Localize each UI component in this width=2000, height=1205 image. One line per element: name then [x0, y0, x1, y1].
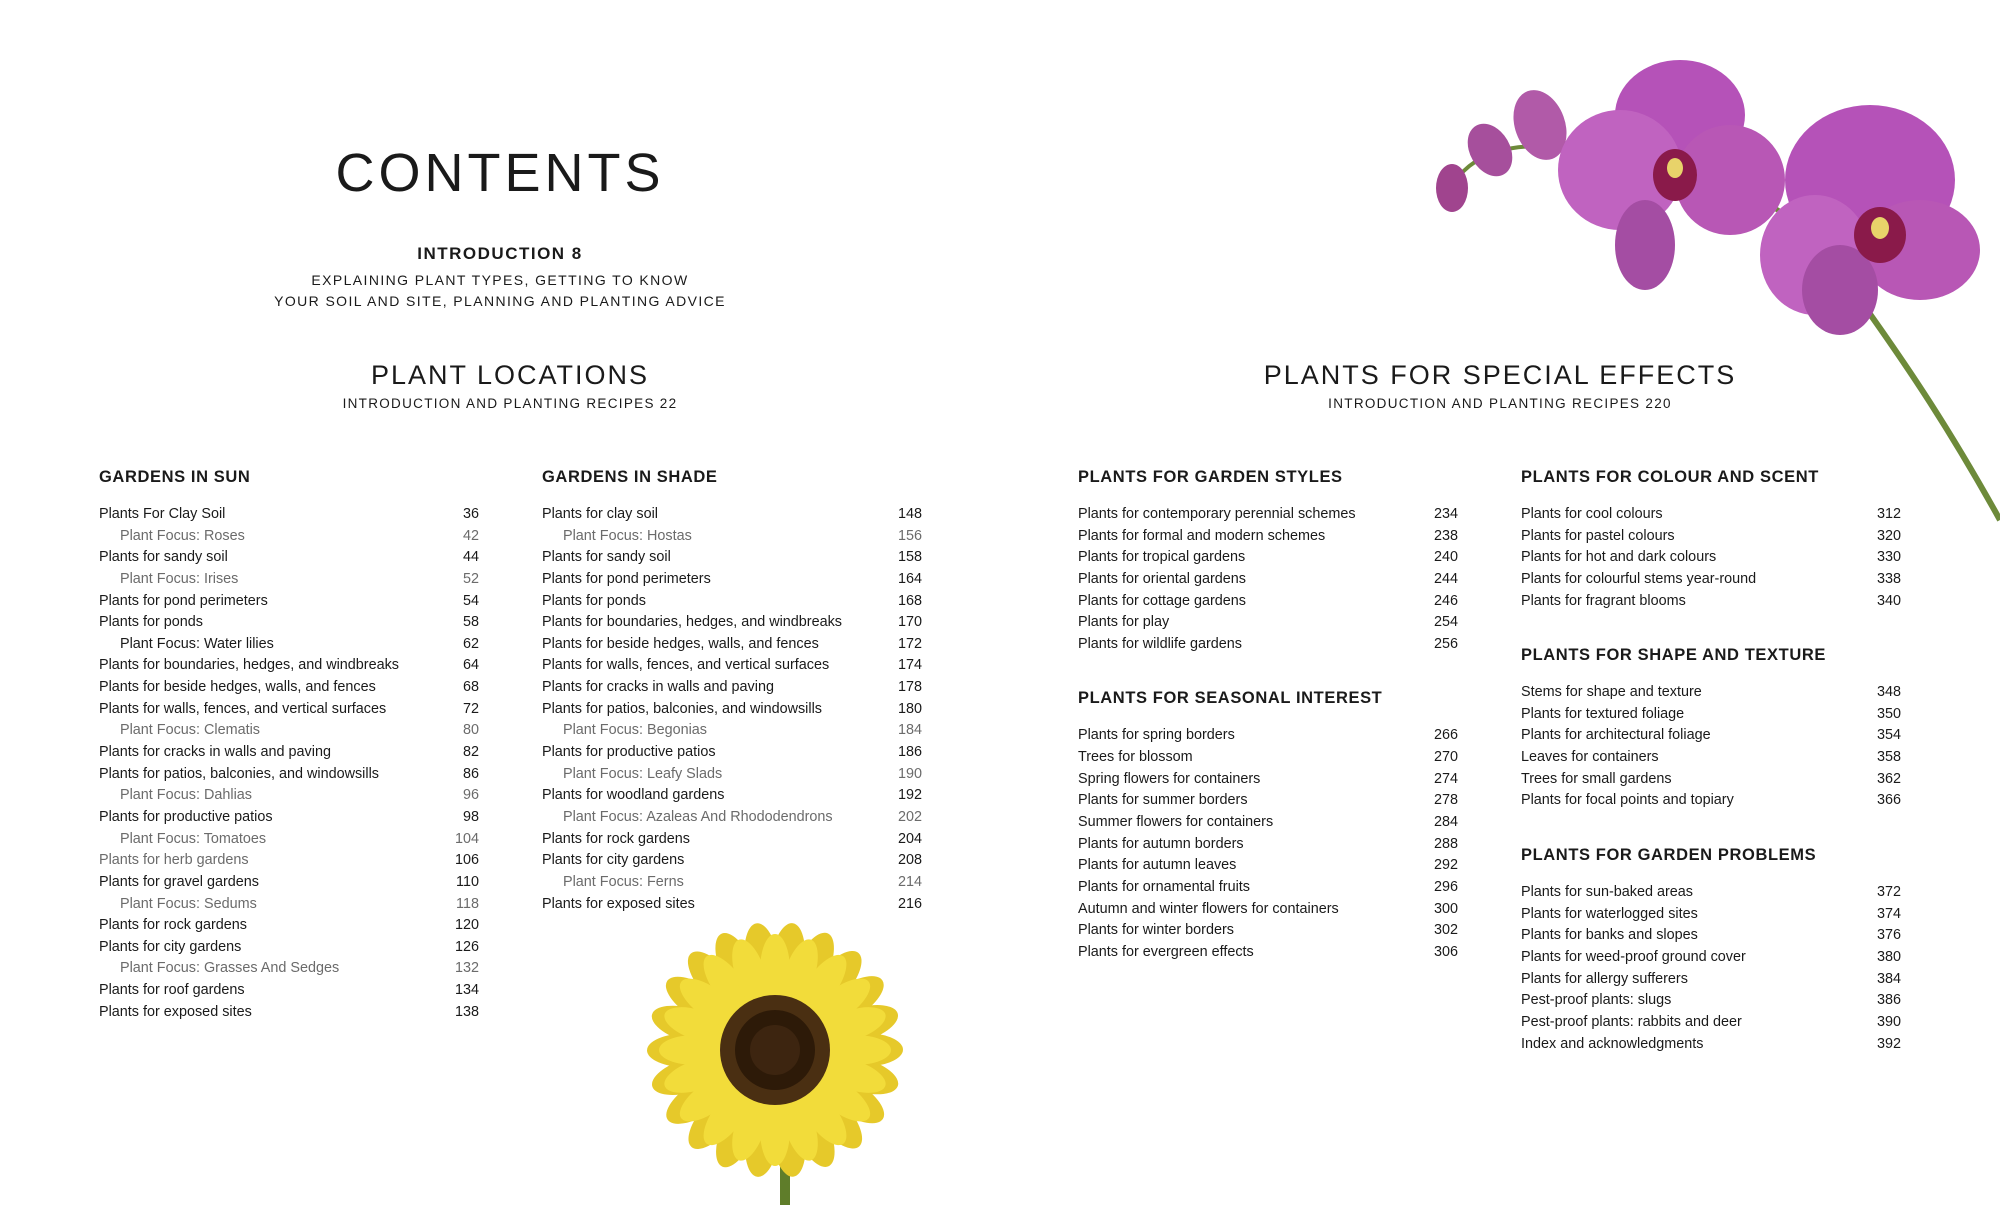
toc-entry[interactable]: [99, 547, 479, 569]
toc-entry[interactable]: [1521, 591, 1901, 613]
toc-entry[interactable]: [542, 720, 922, 742]
toc-entry[interactable]: [99, 785, 479, 807]
toc-entry-page: 178: [897, 679, 922, 696]
toc-column-garden-styles-seasonal: [1078, 466, 1458, 964]
toc-entry-page: 164: [897, 570, 922, 587]
toc-entry-page: 338: [1876, 570, 1901, 587]
toc-entry-label: Plants for sandy soil: [99, 549, 228, 566]
toc-list: [1078, 725, 1458, 963]
toc-entry-page: 254: [1433, 614, 1458, 631]
toc-entry-label: Plants for cottage gardens: [1078, 592, 1246, 609]
toc-entry-label: Plants for cool colours: [1521, 506, 1663, 522]
toc-entry-label: Plants for hot and dark colours: [1521, 549, 1717, 566]
toc-entry-label: Plants for boundaries, hedges, and windbreaks: [99, 657, 399, 674]
toc-entry[interactable]: [1078, 812, 1458, 834]
toc-entry-label: Plants for spring borders: [1078, 727, 1235, 744]
toc-entry-label: Index and acknowledgments: [1521, 1036, 1704, 1052]
toc-entry-label: Plants for productive patios: [542, 744, 716, 761]
toc-entry[interactable]: [1078, 855, 1458, 877]
toc-entry-label: Plant Focus: Water lilies: [120, 635, 274, 652]
toc-group-heading[interactable]: PLANTS FOR SHAPE AND TEXTURE: [1521, 646, 1826, 665]
toc-entry-page: 86: [462, 765, 479, 782]
toc-entry-page: 386: [1876, 992, 1901, 1009]
toc-entry-page: 134: [454, 982, 479, 999]
toc-entry-label: Plants for beside hedges, walls, and fences: [542, 635, 819, 652]
toc-entry[interactable]: [1078, 920, 1458, 942]
toc-entry[interactable]: [1521, 904, 1901, 926]
toc-entry-label: Plants for weed-proof ground cover: [1521, 948, 1746, 965]
toc-entry-page: 202: [897, 808, 922, 825]
toc-entry-label: Plant Focus: Grasses And Sedges: [120, 960, 340, 977]
toc-entry-page: 106: [454, 852, 479, 869]
toc-entry[interactable]: [1078, 725, 1458, 747]
toc-entry[interactable]: [99, 504, 479, 526]
toc-entry-page: 384: [1876, 970, 1901, 987]
toc-entry-page: 266: [1433, 727, 1458, 744]
toc-entry[interactable]: [1078, 899, 1458, 921]
toc-entry-page: 256: [1433, 635, 1458, 652]
toc-entry-label: Plants for cracks in walls and paving: [542, 679, 774, 696]
toc-entry-label: Plants for autumn borders: [1078, 835, 1244, 852]
toc-entry-label: Plants for banks and slopes: [1521, 927, 1698, 944]
toc-entry-label: Stems for shape and texture: [1521, 684, 1702, 701]
toc-entry-label: Plants for boundaries, hedges, and windbreaks: [542, 614, 842, 631]
toc-entry[interactable]: [99, 958, 479, 980]
toc-entry-page: 392: [1876, 1036, 1901, 1052]
toc-entry-label: Plants for roof gardens: [99, 982, 245, 999]
toc-entry[interactable]: [1521, 682, 1901, 704]
toc-entry-label: Plants for winter borders: [1078, 922, 1234, 939]
toc-entry-label: Plants for wildlife gardens: [1078, 635, 1242, 652]
toc-entry[interactable]: [1521, 790, 1901, 812]
toc-list: [1521, 682, 1901, 812]
toc-entry-page: 244: [1433, 570, 1458, 587]
toc-entry-page: 168: [897, 592, 922, 609]
toc-entry-page: 36: [462, 506, 479, 522]
toc-entry-label: Pest-proof plants: slugs: [1521, 992, 1672, 1009]
toc-entry-label: Plants for pond perimeters: [542, 570, 711, 587]
toc-entry-page: 374: [1876, 905, 1901, 922]
toc-entry[interactable]: [99, 569, 479, 591]
toc-list: [1078, 504, 1458, 655]
toc-entry-label: Plants for pond perimeters: [99, 592, 268, 609]
toc-entry-page: 274: [1433, 770, 1458, 787]
toc-entry-page: 362: [1876, 770, 1901, 787]
toc-entry-page: 284: [1433, 814, 1458, 831]
toc-entry-label: Plants for play: [1078, 614, 1170, 631]
toc-entry-label: Plants for oriental gardens: [1078, 570, 1246, 587]
toc-entry-label: Plants for rock gardens: [99, 917, 247, 934]
introduction-label[interactable]: INTRODUCTION 8: [417, 244, 583, 263]
toc-entry-page: 118: [456, 895, 479, 912]
toc-entry-page: 120: [454, 917, 479, 934]
toc-entry-page: 180: [897, 700, 922, 717]
toc-entry-page: 110: [456, 873, 479, 890]
toc-entry-label: Plants for pastel colours: [1521, 527, 1675, 544]
toc-entry-label: Plants for fragrant blooms: [1521, 592, 1686, 609]
toc-entry-label: Plants for herb gardens: [99, 852, 249, 869]
toc-entry-page: 126: [454, 938, 479, 955]
toc-entry-label: Plant Focus: Sedums: [120, 895, 257, 912]
toc-entry-label: Plants for walls, fences, and vertical surfaces: [99, 700, 387, 717]
toc-entry[interactable]: [1078, 769, 1458, 791]
group-spacer: [1521, 612, 1901, 644]
toc-entry-page: 156: [897, 527, 922, 544]
toc-group-heading[interactable]: PLANTS FOR COLOUR AND SCENT: [1521, 468, 1819, 486]
toc-entry-page: 172: [897, 635, 922, 652]
toc-entry-page: 174: [897, 657, 922, 674]
toc-entry-label: Plants for city gardens: [99, 938, 242, 955]
toc-entry-label: Plant Focus: Ferns: [563, 873, 684, 890]
toc-entry[interactable]: [542, 504, 922, 526]
toc-entry-label: Plants for walls, fences, and vertical surfaces: [542, 657, 830, 674]
orchid-flower: [1760, 105, 1980, 335]
toc-entry[interactable]: [99, 894, 479, 916]
toc-entry-page: 376: [1876, 927, 1901, 944]
toc-entry[interactable]: [542, 612, 922, 634]
toc-entry-label: Trees for small gardens: [1521, 770, 1672, 787]
toc-entry-page: 372: [1876, 884, 1901, 901]
orchid-stem: [1860, 300, 2000, 520]
toc-entry[interactable]: [542, 677, 922, 699]
toc-entry[interactable]: [99, 634, 479, 656]
toc-group-heading[interactable]: GARDENS IN SUN: [99, 468, 251, 486]
section-title[interactable]: PLANT LOCATIONS: [370, 360, 650, 390]
toc-entry-page: 380: [1876, 948, 1901, 965]
toc-entry-page: 246: [1433, 592, 1458, 609]
toc-entry[interactable]: [1521, 882, 1901, 904]
sunflower-image: [640, 900, 930, 1205]
toc-entry-page: 54: [462, 592, 479, 609]
toc-entry[interactable]: [99, 612, 479, 634]
toc-entry[interactable]: [1078, 504, 1458, 526]
toc-entry-label: Plant Focus: Leafy Slads: [563, 765, 723, 782]
toc-group-heading[interactable]: PLANTS FOR GARDEN STYLES: [1078, 468, 1343, 486]
toc-entry[interactable]: [1078, 569, 1458, 591]
toc-entry-page: 302: [1433, 922, 1458, 939]
toc-entry-page: 68: [462, 679, 479, 696]
toc-entry-label: Plants for ponds: [99, 614, 203, 631]
introduction-description-line-1: EXPLAINING PLANT TYPES, GETTING TO KNOW: [311, 272, 689, 288]
toc-entry-page: 190: [897, 765, 922, 782]
toc-entry-page: 96: [462, 787, 479, 804]
toc-entry-label: Plants for exposed sites: [99, 1003, 252, 1020]
toc-column-colour-shape-problems: [1521, 466, 1901, 1034]
toc-entry-label: Summer flowers for containers: [1078, 814, 1274, 831]
toc-list: [1521, 882, 1901, 1033]
toc-entry-page: 354: [1876, 727, 1901, 744]
toc-entry-label: Plants for beside hedges, walls, and fences: [99, 679, 376, 696]
toc-entry[interactable]: [542, 547, 922, 569]
toc-entry-label: Plant Focus: Irises: [120, 570, 239, 587]
toc-entry[interactable]: [1521, 1012, 1901, 1034]
toc-entry[interactable]: [1078, 942, 1458, 964]
toc-entry-page: 366: [1876, 792, 1901, 809]
toc-entry-label: Plant Focus: Dahlias: [120, 787, 252, 804]
toc-entry-label: Plants for patios, balconies, and windowsills: [99, 765, 379, 782]
toc-entry-label: Plants for sun-baked areas: [1521, 884, 1693, 901]
group-spacer: [1078, 655, 1458, 687]
toc-entry-label: Plants for ornamental fruits: [1078, 878, 1250, 895]
toc-entry-page: 288: [1433, 835, 1458, 852]
toc-group-heading[interactable]: PLANTS FOR GARDEN PROBLEMS: [1521, 846, 1817, 865]
toc-entry[interactable]: [542, 850, 922, 872]
toc-entry-label: Plant Focus: Hostas: [563, 527, 692, 544]
toc-entry-page: 300: [1433, 900, 1458, 917]
toc-entry-label: Plants for allergy sufferers: [1521, 970, 1688, 987]
toc-entry-page: 132: [454, 960, 479, 977]
toc-entry-page: 52: [462, 570, 479, 587]
toc-entry[interactable]: [1521, 769, 1901, 791]
toc-entry-page: 184: [897, 722, 922, 739]
toc-entry-label: Plants for cracks in walls and paving: [99, 744, 331, 761]
toc-entry-page: 216: [897, 895, 922, 912]
toc-entry[interactable]: [542, 807, 922, 829]
toc-column-gardens-in-sun: [99, 466, 479, 1023]
toc-entry-label: Plants for evergreen effects: [1078, 943, 1254, 960]
toc-entry-index[interactable]: [1521, 1034, 1901, 1056]
orchid-bud: [1436, 164, 1468, 212]
toc-entry[interactable]: [99, 915, 479, 937]
toc-entry[interactable]: [1078, 634, 1458, 656]
toc-entry-label: Plants for productive patios: [99, 808, 273, 825]
toc-entry[interactable]: [1521, 547, 1901, 569]
toc-entry[interactable]: [542, 569, 922, 591]
toc-entry-page: 158: [897, 549, 922, 566]
toc-entry-page: 238: [1433, 527, 1458, 544]
toc-entry-label: Plants for colourful stems year-round: [1521, 570, 1757, 587]
section-subtitle: INTRODUCTION AND PLANTING RECIPES 22: [342, 396, 678, 411]
toc-entry-page: 192: [897, 787, 922, 804]
toc-entry[interactable]: [542, 742, 922, 764]
toc-entry[interactable]: [542, 829, 922, 851]
toc-entry-page: 64: [462, 657, 479, 674]
toc-entry-page: 148: [897, 506, 922, 522]
orchid-flower: [1558, 60, 1785, 290]
toc-entry-label: Plant Focus: Tomatoes: [120, 830, 267, 847]
toc-entry[interactable]: [1078, 834, 1458, 856]
toc-entry-page: 80: [462, 722, 479, 739]
toc-entry-page: 292: [1433, 857, 1458, 874]
toc-entry-label: Plants for formal and modern schemes: [1078, 527, 1326, 544]
group-spacer: [1521, 812, 1901, 844]
sunflower-disc-center: [750, 1025, 800, 1075]
toc-entry-page: 306: [1433, 943, 1458, 960]
toc-entry[interactable]: [1521, 990, 1901, 1012]
toc-entry-label: Plants for clay soil: [542, 506, 658, 522]
toc-entry[interactable]: [99, 980, 479, 1002]
toc-entry[interactable]: [1521, 925, 1901, 947]
toc-column-gardens-in-shade: [542, 466, 922, 915]
toc-entry[interactable]: [1521, 947, 1901, 969]
toc-entry[interactable]: [1078, 591, 1458, 613]
toc-entry[interactable]: [1078, 526, 1458, 548]
toc-entry-label: Plants for textured foliage: [1521, 705, 1685, 722]
toc-entry-page: 234: [1433, 506, 1458, 522]
toc-entry[interactable]: [542, 526, 922, 548]
section-title[interactable]: PLANTS FOR SPECIAL EFFECTS: [1263, 360, 1737, 390]
toc-entry-page: 82: [462, 744, 479, 761]
toc-entry[interactable]: [542, 764, 922, 786]
toc-entry-page: 208: [897, 852, 922, 869]
toc-entry-page: 214: [897, 873, 922, 890]
toc-entry-label: Plants for woodland gardens: [542, 787, 725, 804]
toc-entry-page: 278: [1433, 792, 1458, 809]
introduction-description-line-2: YOUR SOIL AND SITE, PLANNING AND PLANTING ADVICE: [274, 293, 726, 309]
toc-entry-label: Plants for patios, balconies, and windowsills: [542, 700, 822, 717]
toc-entry[interactable]: [99, 829, 479, 851]
toc-entry-label: Plants for contemporary perennial schemes: [1078, 506, 1356, 522]
toc-entry-page: 98: [462, 808, 479, 825]
toc-entry-label: Plants for autumn leaves: [1078, 857, 1237, 874]
toc-group-heading[interactable]: GARDENS IN SHADE: [542, 468, 718, 486]
toc-entry[interactable]: [99, 699, 479, 721]
toc-entry-label: Plants For Clay Soil: [99, 506, 226, 522]
toc-entry[interactable]: [99, 850, 479, 872]
toc-entry-page: 270: [1433, 749, 1458, 766]
toc-entry-page: 58: [462, 614, 479, 631]
toc-entry-label: Plant Focus: Roses: [120, 527, 245, 544]
section-header-plant-locations: [310, 360, 710, 411]
toc-entry[interactable]: [99, 655, 479, 677]
toc-entry[interactable]: [99, 807, 479, 829]
toc-entry-label: Plants for city gardens: [542, 852, 685, 869]
toc-entry-label: Plants for exposed sites: [542, 895, 695, 912]
toc-entry-page: 358: [1876, 749, 1901, 766]
orchid-image: [1430, 50, 2000, 540]
toc-entry-page: 312: [1876, 506, 1901, 522]
toc-entry-label: Plants for summer borders: [1078, 792, 1248, 809]
toc-group-heading[interactable]: PLANTS FOR SEASONAL INTEREST: [1078, 689, 1383, 708]
toc-entry-label: Plant Focus: Begonias: [563, 722, 707, 739]
toc-entry-page: 104: [454, 830, 479, 847]
toc-entry-label: Trees for blossom: [1078, 749, 1193, 766]
toc-entry[interactable]: [99, 937, 479, 959]
toc-entry-label: Spring flowers for containers: [1078, 770, 1261, 787]
toc-entry-page: 390: [1876, 1013, 1901, 1030]
toc-entry[interactable]: [99, 764, 479, 786]
toc-entry-label: Plant Focus: Azaleas And Rhododendrons: [563, 808, 833, 825]
toc-entry[interactable]: [99, 591, 479, 613]
toc-list: [542, 504, 922, 915]
toc-entry[interactable]: [99, 720, 479, 742]
toc-entry-label: Autumn and winter flowers for containers: [1078, 900, 1339, 917]
section-subtitle: INTRODUCTION AND PLANTING RECIPES 220: [1328, 396, 1672, 411]
toc-entry-page: 320: [1876, 527, 1901, 544]
toc-entry-page: 350: [1876, 705, 1901, 722]
toc-entry-label: Leaves for containers: [1521, 749, 1659, 766]
toc-entry-page: 42: [462, 527, 479, 544]
toc-entry-page: 138: [454, 1003, 479, 1020]
toc-entry[interactable]: [1521, 704, 1901, 726]
toc-entry-label: Plants for rock gardens: [542, 830, 690, 847]
toc-entry[interactable]: [99, 1002, 479, 1024]
toc-entry[interactable]: [542, 699, 922, 721]
toc-entry-label: Plants for ponds: [542, 592, 646, 609]
toc-entry-label: Pest-proof plants: rabbits and deer: [1521, 1013, 1742, 1030]
toc-entry[interactable]: [542, 634, 922, 656]
toc-entry-label: Plants for gravel gardens: [99, 873, 259, 890]
toc-entry[interactable]: [542, 785, 922, 807]
toc-list: [99, 504, 479, 1023]
toc-entry-page: 186: [897, 744, 922, 761]
toc-entry-page: 330: [1876, 549, 1901, 566]
toc-entry[interactable]: [1521, 747, 1901, 769]
toc-entry-label: Plants for sandy soil: [542, 549, 671, 566]
toc-entry-page: 348: [1876, 684, 1901, 701]
toc-entry-label: Plants for focal points and topiary: [1521, 792, 1734, 809]
toc-entry-page: 340: [1876, 592, 1901, 609]
toc-entry-page: 44: [462, 549, 479, 566]
toc-entry-label: Plants for architectural foliage: [1521, 727, 1711, 744]
toc-entry[interactable]: [1521, 725, 1901, 747]
toc-entry[interactable]: [1078, 747, 1458, 769]
toc-entry[interactable]: [99, 677, 479, 699]
toc-entry[interactable]: [542, 655, 922, 677]
toc-entry-page: 170: [897, 614, 922, 631]
page-title: CONTENTS: [335, 143, 665, 203]
toc-entry-label: Plants for tropical gardens: [1078, 549, 1246, 566]
introduction-block: [260, 244, 740, 312]
toc-entry-label: Plant Focus: Clematis: [120, 722, 260, 739]
toc-entry-page: 204: [897, 830, 922, 847]
toc-entry[interactable]: [1078, 877, 1458, 899]
toc-entry[interactable]: [1078, 612, 1458, 634]
toc-entry-page: 62: [462, 635, 479, 652]
toc-entry-page: 296: [1433, 878, 1458, 895]
toc-entry[interactable]: [1078, 790, 1458, 812]
toc-entry-page: 240: [1433, 549, 1458, 566]
toc-entry-page: 72: [462, 700, 479, 717]
toc-entry[interactable]: [1521, 569, 1901, 591]
toc-entry[interactable]: [99, 872, 479, 894]
toc-entry[interactable]: [542, 872, 922, 894]
toc-entry[interactable]: [1521, 969, 1901, 991]
toc-entry[interactable]: [1078, 547, 1458, 569]
toc-entry[interactable]: [99, 526, 479, 548]
toc-entry[interactable]: [99, 742, 479, 764]
toc-entry[interactable]: [542, 591, 922, 613]
toc-entry-label: Plants for waterlogged sites: [1521, 905, 1698, 922]
